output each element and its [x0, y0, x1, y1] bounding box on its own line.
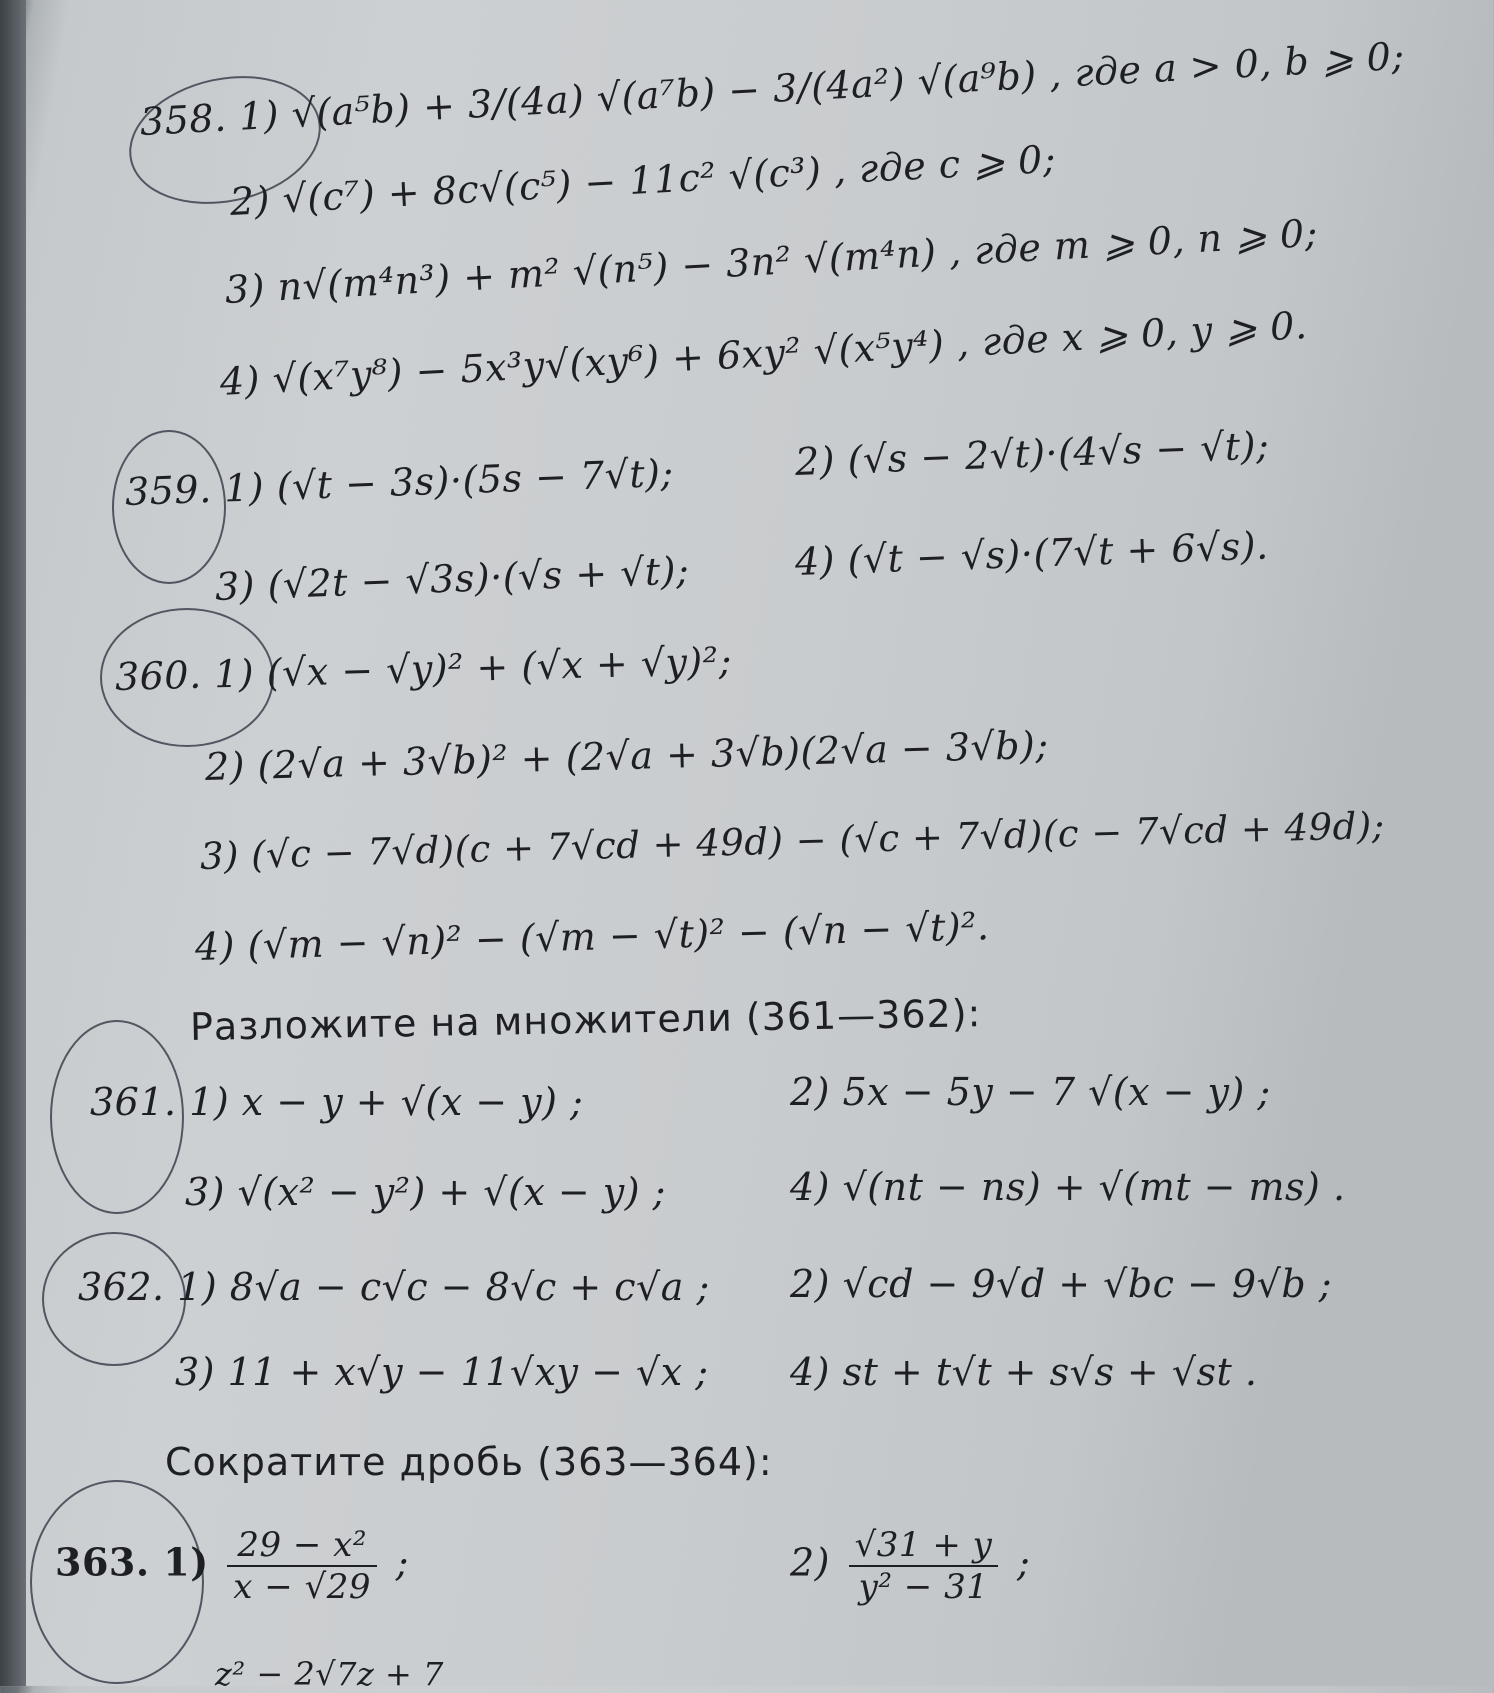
fraction-2-denominator: y² − 31: [858, 1567, 989, 1607]
fraction-1: [227, 1525, 377, 1607]
fraction-2-end: ;: [1016, 1540, 1031, 1585]
section-heading-factorize: Разложите на множители (361—362):: [189, 991, 982, 1049]
fraction-2: [849, 1525, 999, 1607]
fraction-1-numerator: 29 − x²: [227, 1525, 377, 1567]
problem-360-line-2: 2) (2√a + 3√b)² + (2√a + 3√b)(2√a − 3√b);: [204, 722, 1050, 789]
problem-358-line-2: 2) √(c⁷) + 8c√(c⁵) − 11c² √(c³) , где c ⩾ 0;: [228, 136, 1058, 224]
problem-359-line-4: 4) (√t − √s)·(7√t + 6√s).: [794, 523, 1270, 584]
problem-358-line-3: 3) n√(m⁴n³) + m² √(n⁵) − 3n² √(m⁴n) , где m ⩾ 0, n ⩾ 0;: [223, 210, 1319, 312]
problem-359-line-3: 3) (√2t − √3s)·(√s + √t);: [214, 548, 690, 609]
problem-361-line-1a: 361. 1) x − y + √(x − y) ;: [90, 1080, 584, 1124]
problem-360-line-1: 360. 1) (√x − √y)² + (√x + √y)²;: [114, 638, 733, 699]
problem-360-line-3: 3) (√c − 7√d)(c + 7√cd + 49d) − (√c + 7√d)(c − 7√cd + 49d);: [199, 803, 1386, 878]
problem-362-line-1a: 362. 1) 8√a − c√c − 8√c + c√a ;: [78, 1265, 710, 1309]
problem-363-partial-line: z² − 2√7z + 7: [215, 1655, 444, 1693]
problem-363-label: 363. 1): [55, 1539, 209, 1585]
section-heading-reduce-fraction: Сократите дробь (363—364):: [165, 1440, 773, 1484]
problem-358-line-1: 358. 1) √(a⁵b) + 3/(4a) √(a⁷b) − 3/(4a²) √(a⁹b) , где a > 0, b ⩾ 0;: [138, 33, 1406, 144]
problem-361-line-2b: 4) √(nt − ns) + √(mt − ms) .: [790, 1165, 1346, 1209]
problem-362-line-2b: 4) st + t√t + s√s + √st .: [790, 1350, 1258, 1394]
fraction-2-numerator: √31 + y: [849, 1525, 999, 1567]
problem-361-line-1b: 2) 5x − 5y − 7 √(x − y) ;: [790, 1070, 1271, 1114]
problem-359-line-1: 359. 1) (√t − 3s)·(5s − 7√t);: [124, 450, 675, 514]
problem-359-line-2: 2) (√s − 2√t)·(4√s − √t);: [794, 423, 1270, 484]
page-edge-shadow: [0, 0, 26, 1686]
problem-358-line-4: 4) √(x⁷y⁸) − 5x³y√(xy⁶) + 6xy² √(x⁵y⁴) , где x ⩾ 0, y ⩾ 0.: [218, 303, 1309, 404]
problem-363-item-1: [55, 1525, 409, 1607]
fraction-1-end: ;: [395, 1540, 409, 1585]
problem-363-item-2: [790, 1525, 1030, 1607]
problem-362-line-1b: 2) √cd − 9√d + √bc − 9√b ;: [790, 1262, 1333, 1306]
problem-363-label-2: 2): [790, 1540, 831, 1585]
fraction-1-denominator: x − √29: [233, 1567, 372, 1607]
problem-362-line-2a: 3) 11 + x√y − 11√xy − √x ;: [175, 1350, 709, 1394]
problem-361-line-2a: 3) √(x² − y²) + √(x − y) ;: [185, 1170, 666, 1214]
problem-360-line-4: 4) (√m − √n)² − (√m − √t)² − (√n − √t)².: [194, 904, 990, 969]
